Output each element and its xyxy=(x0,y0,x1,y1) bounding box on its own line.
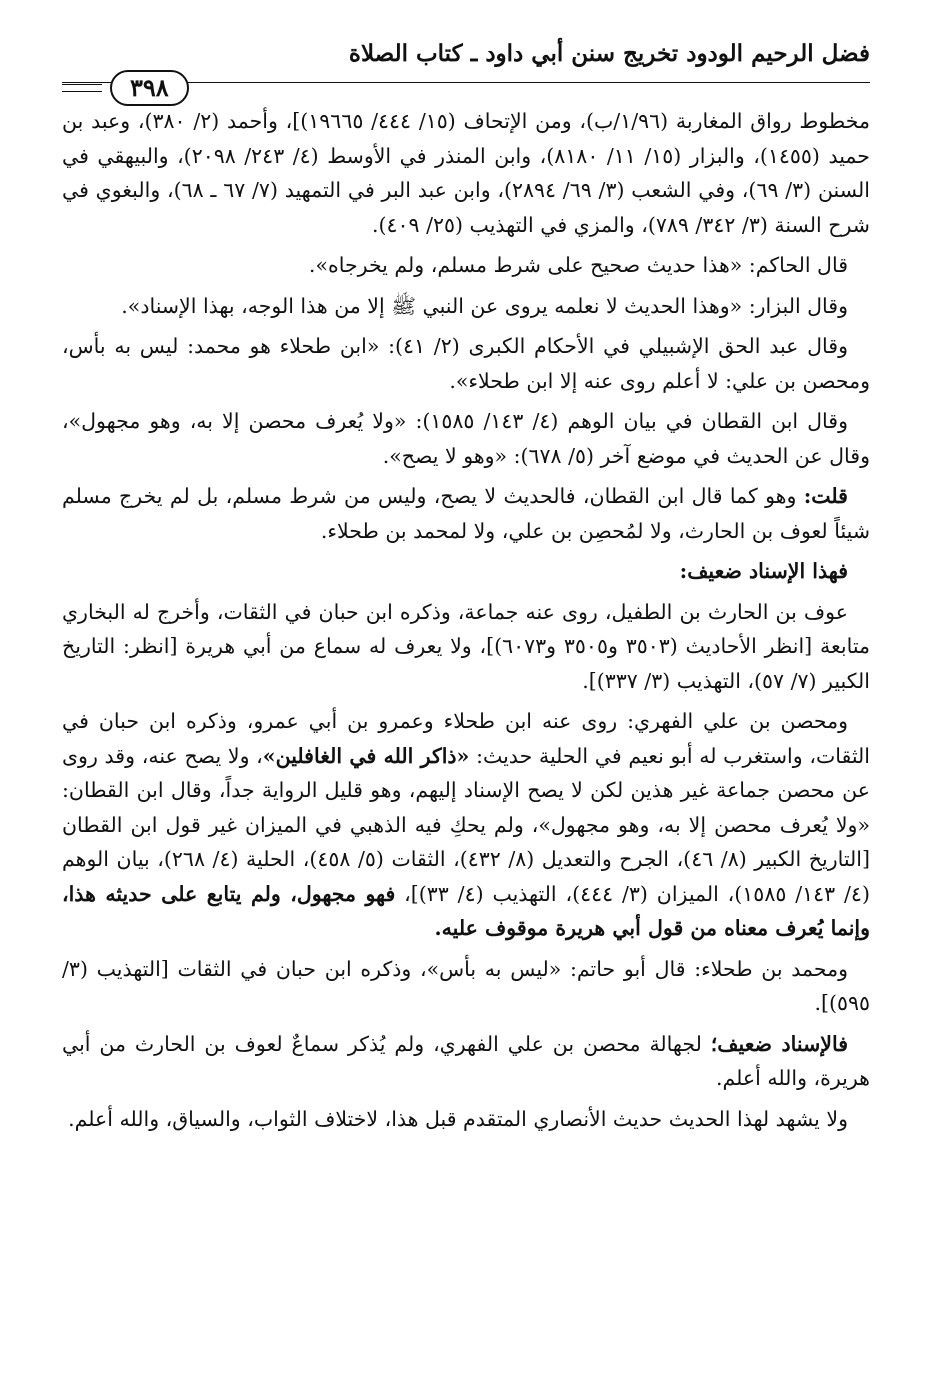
page xyxy=(62,30,870,1142)
paragraph-lead: فالإسناد ضعيف؛ xyxy=(710,1031,848,1056)
page-number-block xyxy=(62,70,189,106)
paragraph: وقال عبد الحق الإشبيلي في الأحكام الكبرى (٢/ ٤١): «ابن طحلاء هو محمد: ليس به بأس، ومحصن بن علي: لا أعلم روى عنه إلا ابن طحلاء». xyxy=(62,334,870,393)
paragraph: ومحمد بن طحلاء: قال أبو حاتم: «ليس به بأس»، وذكره ابن حبان في الثقات [التهذيب (٣/ ٥٩٥)]. xyxy=(62,956,870,1015)
paragraph: مخطوط رواق المغاربة (١/٩٦/ب)، ومن الإتحاف (١٥/ ٤٤٤/ ١٩٦٦٥)]، وأحمد (٢/ ٣٨٠)، وعبد بن حميد (١٤٥٥)، والبزار (١٥/ ١١/ ٨١٨٠)، وابن المنذر في الأوسط (٤/ ٢٤٣/ ٢٠٩٨)، والبيهقي في السنن (٣/ ٦٩)، وفي الشعب (٣/ ٦٩/ ٢٨٩٤)، وابن عبد البر في التمهيد (٧/ ٦٧ ـ ٦٨)، والبغوي في شرح السنة (٣/ ٣٤٢/ ٧٨٩)، والمزي في التهذيب (٢٥/ ٤٠٩). xyxy=(62,109,870,237)
conclusion-text: فهو مجهول، ولم يتابع على حديثه هذا، وإنما يُعرف معناه من قول أبي هريرة موقوف عليه. xyxy=(62,881,870,940)
paragraph-text: ، ولا يصح عنه، وقد روى عن محصن جماعة غير هذين لكن لا يصح الإسناد إليهم، وهو قليل الرواية جداً، وقال ابن القطان: «ولا يُعرف محصن إلا به، وهو مجهول»، ولم يحكِ فيه الذهبي في الميزان غير قول ابن القطان [التاريخ الكبير (٨/ ٤٦)، الجرح والتعديل (٨/ ٤٣٢)، الثقات (٥/ ٤٥٨)، الحلية (٤/ ٢٦٨)، بيان الوهم (٤/ ١٤٣/ ١٥٨٥)، الميزان (٣/ ٤٤٤)، التهذيب (٤/ ٣٣)]، xyxy=(62,743,871,906)
paragraph-text: لجهالة محصن بن علي الفهري، ولم يُذكر سماعٌ لعوف بن الحارث من أبي هريرة، والله أعلم. xyxy=(62,1031,870,1090)
hadith-quote: «ذاكر الله في الغافلين» xyxy=(262,743,470,768)
paragraph-text: وهو كما قال ابن القطان، فالحديث لا يصح، وليس من شرط مسلم، بل لم يخرج مسلم شيئاً لعوف بن الحارث، ولا لمُحصِن بن علي، ولا لمحمد بن طحلاء. xyxy=(62,484,870,543)
page-number: ٣٩٨ xyxy=(110,70,189,106)
running-title: فضل الرحيم الودود تخريج سنن أبي داود ـ كتاب الصلاة xyxy=(348,40,870,67)
paragraph-text: ومحصن بن علي الفهري: روى عنه ابن طحلاء وعمرو بن أبي عمرو، وذكره ابن حبان في الثقات، واستغرب له أبو نعيم في الحلية حديث: xyxy=(62,709,870,768)
paragraph: ولا يشهد لهذا الحديث حديث الأنصاري المتقدم قبل هذا، لاختلاف الثواب، والسياق، والله أعلم. xyxy=(68,1106,848,1131)
paragraph xyxy=(62,1027,870,1096)
section-heading: فهذا الإسناد ضعيف: xyxy=(679,559,848,583)
page-header xyxy=(62,30,870,104)
page-number-ornament-lines xyxy=(62,84,102,92)
paragraph: عوف بن الحارث بن الطفيل، روى عنه جماعة، وذكره ابن حبان في الثقات، وأخرج له البخاري متابعة [انظر الأحاديث (٣٥٠٣ و٣٥٠٥ و٦٠٧٣)]، ولا يعرف له سماع من أبي هريرة [انظر: التاريخ الكبير (٧/ ٥٧)، التهذيب (٣/ ٣٣٧)]. xyxy=(62,599,871,693)
paragraph: وقال ابن القطان في بيان الوهم (٤/ ١٤٣/ ١٥٨٥): «ولا يُعرف محصن إلا به، وهو مجهول»، وقال عن الحديث في موضع آخر (٥/ ٦٧٨): «وهو لا يصح». xyxy=(62,409,870,468)
paragraph-lead: قلت: xyxy=(803,484,848,508)
paragraph: وقال البزار: «وهذا الحديث لا نعلمه يروى عن النبي ﷺ إلا من هذا الوجه، بهذا الإسناد». xyxy=(121,293,848,318)
paragraph xyxy=(62,479,870,548)
paragraph xyxy=(62,704,870,946)
body-text xyxy=(62,104,870,1136)
paragraph: قال الحاكم: «هذا حديث صحيح على شرط مسلم، ولم يخرجاه». xyxy=(308,253,848,277)
